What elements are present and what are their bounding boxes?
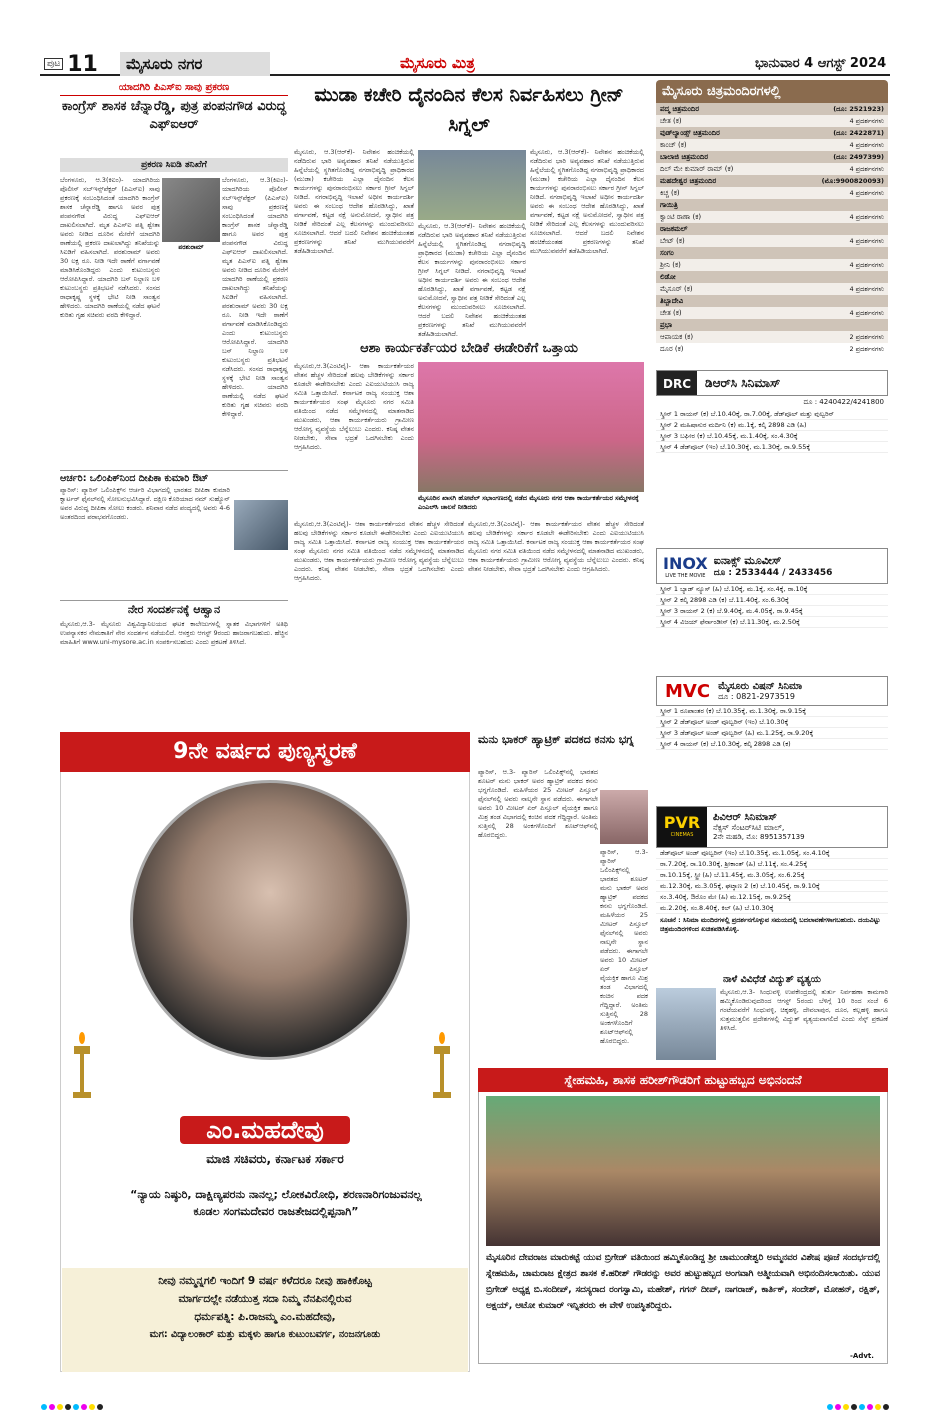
story5-photo: [418, 362, 644, 492]
cinema-row: [656, 115, 888, 127]
registration-dot: [875, 1404, 881, 1410]
cinema-row-name: ಆಪಾಯಕ (ಕ): [660, 332, 694, 341]
pvr-phone: 2ನೇ ಮಹಡಿ, ಮೊ: 8951357139: [713, 833, 805, 841]
story5-body: ಮೈಸೂರು,ಆ.3(ಎಂಟಿವೈ)- ಆಶಾ ಕಾರ್ಯಕರ್ತೆಯರ ವೇತನ ಹೆಚ್ಚಳ ಸೇರಿದಂತೆ ಹಲವು ಬೇಡಿಕೆಗಳನ್ನು ಸರ್ಕಾರ ಕೂಡಲೇ ಈಡೇರಿಸಬೇಕು ಎಂದು ಎಐಯುಟಿಯುಸಿ ರಾಜ್ಯ ಸಮಿತಿ ಒತ್ತಾಯಿಸಿದೆ. ಕರ್ನಾಟಕ ರಾಜ್ಯ ಸಂಯುಕ್ತ ಆಶಾ ಕಾರ್ಯಕರ್ತೆಯರ ಸಂಘ ಮೈಸೂರು ನಗರ ಸಮಿತಿ ವತಿಯಿಂದ ನಡೆದ ಸಮ್ಮೇಳನದಲ್ಲಿ ಮಾತನಾಡಿದ ಮುಖಂಡರು, ಆಶಾ ಕಾರ್ಯಕರ್ತೆಯರು ಗ್ರಾಮೀಣ ಆರೋಗ್ಯ ವ್ಯವಸ್ಥೆಯ ಬೆನ್ನೆಲುಬು ಎಂದರು. ಕನಿಷ್ಠ ವೇತನ ನೀಡಬೇಕು, ಸೇವಾ ಭದ್ರತೆ ಒದಗಿಸಬೇಕು ಎಂದು ಆಗ್ರಹಿಸಿದರು.: [294, 362, 414, 451]
cinema-row-name: ಲಿಡೋ: [660, 272, 676, 281]
inox-line: ಸ್ಕ್ರೀನ್ 4 ವಿಜಯ್ ಫೆರ್ನಾಂಡೀಸ್ (ಕ) ಬೆ.11.30ಕ್ಕೆ, ಮ.2.50ಕ್ಕೆ: [656, 617, 888, 628]
cinema-row-name: ರಾಜಕಮಲ್: [660, 224, 688, 233]
cinema-row-name: ಸಂಗಂ: [660, 248, 674, 257]
registration-dot: [41, 1404, 47, 1410]
story4-body-col3: ಮೈಸೂರು, ಆ.3(ಆರ್‌ಕೆ)- ನಿವೇಶನ ಹಂಚಿಕೆಯಲ್ಲಿ ನಡೆದಿರುವ ಭಾರಿ ಅವ್ಯವಹಾರ ತನಿಖೆ ನಡೆಯುತ್ತಿರುವ ಹಿನ್ನೆಲೆಯಲ್ಲಿ ಸ್ಥಗಿತಗೊಂಡಿದ್ದ ನಗರಾಭಿವೃದ್ಧಿ ಪ್ರಾಧಿಕಾರದ (ಮುಡಾ) ಕಚೇರಿಯ ಎಲ್ಲಾ ದೈನಂದಿನ ಕೆಲಸ ಕಾರ್ಯಗಳನ್ನು ಪುನರಾರಂಭಿಸಲು ಸರ್ಕಾರ ಗ್ರೀನ್ ಸಿಗ್ನಲ್ ನೀಡಿದೆ. ನಗರಾಭಿವೃದ್ಧಿ ಇಲಾಖೆ ಅಧೀನ ಕಾರ್ಯದರ್ಶಿ ಅವರು ಈ ಸಂಬಂಧ ಆದೇಶ ಹೊರಡಿಸಿದ್ದು, ಖಾತೆ ವರ್ಗಾವಣೆ, ಕಟ್ಟಡ ನಕ್ಷೆ ಅನುಮೋದನೆ, ಸ್ವಾಧೀನ ಪತ್ರ ನೀಡಿಕೆ ಸೇರಿದಂತೆ ಎಲ್ಲ ಕೆಲಸಗಳನ್ನು ಮುಂದುವರಿಸಲು ಸೂಚಿಸಲಾಗಿದೆ. ಆದರೆ ಬದಲಿ ನಿವೇಶನ ಹಂಚಿಕೆಯಂತಹ ಪ್ರಕರಣಗಳನ್ನು ತನಿಖೆ ಮುಗಿಯುವವರೆಗೆ ತಡೆಹಿಡಿಯಲಾಗಿದೆ.: [530, 148, 644, 255]
cinema-row-name: ಕಾಂಚ್ (ಕ): [660, 140, 687, 149]
story2-body: ಪ್ಯಾರಿಸ್: ಪ್ಯಾರಿಸ್ ಒಲಿಂಪಿಕ್ಸ್‌ನ ಆರ್ಚರಿ ವಿಭಾಗದಲ್ಲಿ ಭಾರತದ ದೀಪಿಕಾ ಕುಮಾರಿ ಕ್ವಾರ್ಟರ್ ಫೈನಲ್‍ನಲ್ಲಿ ಸೋಲನುಭವಿಸಿದ್ದಾರೆ. ದಕ್ಷಿಣ ಕೊರಿಯಾದ ನಮ್ ಸುಹ್ಯೊನ್ ಅವರ ವಿರುದ್ಧ ದೀಪಿಕಾ ಸೋಲು ಕಂಡರು. ಶನಿವಾರ ನಡೆದ ಪಂದ್ಯದಲ್ಲಿ ಅವರು 4-6 ಅಂತರದಿಂದ ಪರಾಭವಗೊಂಡರು.: [60, 486, 230, 521]
mvc-name: ಮೈಸೂರು ವಿಷನ್ ಸಿನಿಮಾ: [718, 680, 803, 692]
pvr-block: [656, 806, 888, 936]
pvr-logo-sub: CINEMAS: [670, 832, 694, 838]
lamp-icon: [70, 1030, 94, 1100]
cinema-row: [656, 319, 888, 331]
story4-body: ಮೈಸೂರು, ಆ.3(ಆರ್‌ಕೆ)- ನಿವೇಶನ ಹಂಚಿಕೆಯಲ್ಲಿ ನಡೆದಿರುವ ಭಾರಿ ಅವ್ಯವಹಾರ ತನಿಖೆ ನಡೆಯುತ್ತಿರುವ ಹಿನ್ನೆಲೆಯಲ್ಲಿ ಸ್ಥಗಿತಗೊಂಡಿದ್ದ ನಗರಾಭಿವೃದ್ಧಿ ಪ್ರಾಧಿಕಾರದ (ಮುಡಾ) ಕಚೇರಿಯ ಎಲ್ಲಾ ದೈನಂದಿನ ಕೆಲಸ ಕಾರ್ಯಗಳನ್ನು ಪುನರಾರಂಭಿಸಲು ಸರ್ಕಾರ ಗ್ರೀನ್ ಸಿಗ್ನಲ್ ನೀಡಿದೆ. ನಗರಾಭಿವೃದ್ಧಿ ಇಲಾಖೆ ಅಧೀನ ಕಾರ್ಯದರ್ಶಿ ಅವರು ಈ ಸಂಬಂಧ ಆದೇಶ ಹೊರಡಿಸಿದ್ದು, ಖಾತೆ ವರ್ಗಾವಣೆ, ಕಟ್ಟಡ ನಕ್ಷೆ ಅನುಮೋದನೆ, ಸ್ವಾಧೀನ ಪತ್ರ ನೀಡಿಕೆ ಸೇರಿದಂತೆ ಎಲ್ಲ ಕೆಲಸಗಳನ್ನು ಮುಂದುವರಿಸಲು ಸೂಚಿಸಲಾಗಿದೆ. ಆದರೆ ಬದಲಿ ನಿವೇಶನ ಹಂಚಿಕೆಯಂತಹ ಪ್ರಕರಣಗಳನ್ನು ತನಿಖೆ ಮುಗಿಯುವವರೆಗೆ ತಡೆಹಿಡಿಯಲಾಗಿದೆ.: [294, 148, 414, 255]
registration-dot: [883, 1404, 889, 1410]
felicitation-advt: -Advt.: [850, 1352, 874, 1360]
inox-block: [656, 548, 888, 628]
registration-dot: [57, 1404, 63, 1410]
pvr-line: ರಾ.7.20ಕ್ಕೆ, ರಾ.10.30ಕ್ಕೆ, ಶ್ರೀಕಾಂತ್ (ಹಿ) ಬೆ.11ಕ್ಕೆ, ಸಂ.4.25ಕ್ಕೆ: [656, 859, 888, 870]
registration-dot: [867, 1404, 873, 1410]
cinema-row-name: ವುಡ್‍ಲ್ಯಾಂಡ್ಸ್ ಚಿತ್ರಮಂದಿರ: [660, 128, 720, 137]
story3-headline: ನೇರ ಸಂದರ್ಶನಕ್ಕೆ ಆಹ್ವಾನ: [60, 600, 288, 617]
cinema-row-value: 4 ಪ್ರದರ್ಶನಗಳು: [849, 284, 884, 293]
memorial-msg1: ನೀವು ನಮ್ಮನ್ನಗಲಿ ಇಂದಿಗೆ 9 ವರ್ಷ ಕಳೆದರೂ ನೀವು ಹಾಕಿಕೊಟ್ಟ: [158, 1275, 372, 1287]
cinema-row: [656, 199, 888, 211]
power-headline: ನಾಳೆ ವಿವಿಧೆಡೆ ವಿದ್ಯುತ್ ವ್ಯತ್ಯಯ: [723, 974, 821, 985]
cinema-row: [656, 331, 888, 343]
cinema-row-value: 4 ಪ್ರದರ್ಶನಗಳು: [849, 212, 884, 221]
drc-line: ಸ್ಕ್ರೀನ್ 2 ಮಹಿಷಾಸುರ ಮರ್ದಿನಿ (ಕ) ಮ.1ಕ್ಕೆ, ಕಲ್ಕಿ 2898 ಎಡಿ (ಹಿ): [656, 420, 888, 431]
cinema-row-name: ದೂರ (ಕ): [660, 344, 684, 353]
story1-caption: ಪರಶುರಾಮ್: [178, 244, 204, 251]
registration-dot: [49, 1404, 55, 1410]
registration-dot: [859, 1404, 865, 1410]
cinema-row-name: ಗಾಯಿತ್ರಿ: [660, 200, 678, 209]
power-photo: [656, 988, 716, 1060]
registration-dot: [65, 1404, 71, 1410]
memorial-title: 9ನೇ ವರ್ಷದ ಪುಣ್ಯಸ್ಮರಣೆ: [60, 732, 470, 772]
pvr-logo-text: PVR: [663, 813, 701, 832]
drc-block: [656, 370, 888, 453]
cinema-row-name: ಪದ್ಮ ಚಿತ್ರಮಂದಿರ: [660, 104, 700, 113]
cinema-row: [656, 187, 888, 199]
page-number: 11: [67, 51, 98, 77]
cinema-listing: [656, 80, 888, 355]
pvr-address: ನೆಕ್ಸಸ್ ಸೆಂಟರ್‌ಸಿಟಿ ಮಾಲ್,: [713, 823, 785, 832]
story6-headline: ಮನು ಭಾಕರ್ ಹ್ಯಾಟ್ರಿಕ್ ಪದಕದ ಕನಸು ಭಗ್ನ: [478, 733, 634, 746]
story1-body-col2: ಬೆಂಗಳೂರು, ಆ.3(ಕಿಐಂ)- ಯಾದಗಿರಿಯ ಪೊಲೀಸ್ ಸಬ್‍ಇನ್ಸ್‌ಪೆಕ್ಟರ್ (ಪಿಎಸ್‍ಐ) ಸಾವು ಪ್ರಕರಣಕ್ಕೆ ಸಂಬಂಧಿಸಿದಂತೆ ಯಾದಗಿರಿ ಕಾಂಗ್ರೆಸ್ ಶಾಸಕ ಚೆನ್ನಾರೆಡ್ಡಿ ಹಾಗೂ ಅವರ ಪುತ್ರ ಪಂಪನಗೌಡ ವಿರುದ್ಧ ಎಫ್‍ಐಆರ್ ದಾಖಲಿಸಲಾಗಿದೆ. ಮೃತ ಪಿಎಸ್‍ಐ ಪತ್ನಿ ಶ್ವೇತಾ ಅವರು ನೀಡಿದ ದೂರಿನ ಮೇರೆಗೆ ಯಾದಗಿರಿ ಠಾಣೆಯಲ್ಲಿ ಪ್ರಕರಣ ದಾಖಲಾಗಿದ್ದು ತನಿಖೆಯನ್ನು ಸಿಐಡಿಗೆ ವಹಿಸಲಾಗಿದೆ. ಪರಶುರಾಮ್ ಅವರು 30 ಲಕ್ಷ ರೂ. ನೀಡಿ ಇದೇ ಠಾಣೆಗೆ ವರ್ಗಾವಣೆ ಮಾಡಿಸಿಕೊಂಡಿದ್ದರು ಎಂದು ಕುಟುಂಬಸ್ಥರು ಆರೋಪಿಸಿದ್ದಾರೆ. ಯಾದಗಿರಿ ಬಸ್ ನಿಲ್ದಾಣ ಬಳಿ ಕುಟುಂಬಸ್ಥರು ಪ್ರತಿಭಟನೆ ನಡೆಸಿದರು. ಸಂಸದ ರಾಧಾಕೃಷ್ಣ ಸ್ಥಳಕ್ಕೆ ಭೇಟಿ ನೀಡಿ ಸಾಂತ್ವನ ಹೇಳಿದರು. ಯಾದಗಿರಿ ಠಾಣೆಯಲ್ಲಿ ನಡೆದ ಘಟನೆ ಕುರಿತು ಗೃಹ ಸಚಿವರು ವರದಿ ಕೇಳಿದ್ದಾರೆ.: [222, 176, 288, 418]
inox-logo-sub: LIVE THE MOVIE: [665, 572, 706, 579]
pvr-note: ಸೂಚನೆ : ಸಿನಿಮಾ ಮಂದಿರಗಳಲ್ಲಿ ಪ್ರದರ್ಶನಗೊಳ್ಳುವ ಸಮಯದಲ್ಲಿ ಬದಲಾವಣೆಗಳಾಗಬಹುದು. ದಯವಿಟ್ಟು ಚಿತ್ರಮಂದಿರಗಳಿಂದ ಖಚಿತಪಡಿಸಿಕೊಳ್ಳಿ.: [660, 916, 881, 933]
memorial-designation: ಮಾಜಿ ಸಚಿವರು, ಕರ್ನಾಟಕ ಸರ್ಕಾರ: [206, 1152, 344, 1166]
cinema-row-value: (ಮೊ:9900820093): [821, 176, 884, 185]
memorial-msg2: ಮಾರ್ಗದಲ್ಲೇ ನಡೆಯುತ್ತ ಸದಾ ನಿಮ್ಮ ನೆನಪಿನಲ್ಲಿರುವ: [178, 1293, 352, 1305]
story4-body-col2: ಮೈಸೂರು, ಆ.3(ಆರ್‌ಕೆ)- ನಿವೇಶನ ಹಂಚಿಕೆಯಲ್ಲಿ ನಡೆದಿರುವ ಭಾರಿ ಅವ್ಯವಹಾರ ತನಿಖೆ ನಡೆಯುತ್ತಿರುವ ಹಿನ್ನೆಲೆಯಲ್ಲಿ ಸ್ಥಗಿತಗೊಂಡಿದ್ದ ನಗರಾಭಿವೃದ್ಧಿ ಪ್ರಾಧಿಕಾರದ (ಮುಡಾ) ಕಚೇರಿಯ ಎಲ್ಲಾ ದೈನಂದಿನ ಕೆಲಸ ಕಾರ್ಯಗಳನ್ನು ಪುನರಾರಂಭಿಸಲು ಸರ್ಕಾರ ಗ್ರೀನ್ ಸಿಗ್ನಲ್ ನೀಡಿದೆ. ನಗರಾಭಿವೃದ್ಧಿ ಇಲಾಖೆ ಅಧೀನ ಕಾರ್ಯದರ್ಶಿ ಅವರು ಈ ಸಂಬಂಧ ಆದೇಶ ಹೊರಡಿಸಿದ್ದು, ಖಾತೆ ವರ್ಗಾವಣೆ, ಕಟ್ಟಡ ನಕ್ಷೆ ಅನುಮೋದನೆ, ಸ್ವಾಧೀನ ಪತ್ರ ನೀಡಿಕೆ ಸೇರಿದಂತೆ ಎಲ್ಲ ಕೆಲಸಗಳನ್ನು ಮುಂದುವರಿಸಲು ಸೂಚಿಸಲಾಗಿದೆ. ಆದರೆ ಬದಲಿ ನಿವೇಶನ ಹಂಚಿಕೆಯಂತಹ ಪ್ರಕರಣಗಳನ್ನು ತನಿಖೆ ಮುಗಿಯುವವರೆಗೆ ತಡೆಹಿಡಿಯಲಾಗಿದೆ.: [418, 222, 526, 338]
cinema-row-name: ಮೈಸೂರ್ (ಕ): [660, 284, 693, 293]
story1-body: ಬೆಂಗಳೂರು, ಆ.3(ಕಿಐಂ)- ಯಾದಗಿರಿಯ ಪೊಲೀಸ್ ಸಬ್‍ಇನ್ಸ್‌ಪೆಕ್ಟರ್ (ಪಿಎಸ್‍ಐ) ಸಾವು ಪ್ರಕರಣಕ್ಕೆ ಸಂಬಂಧಿಸಿದಂತೆ ಯಾದಗಿರಿ ಕಾಂಗ್ರೆಸ್ ಶಾಸಕ ಚೆನ್ನಾರೆಡ್ಡಿ ಹಾಗೂ ಅವರ ಪುತ್ರ ಪಂಪನಗೌಡ ವಿರುದ್ಧ ಎಫ್‍ಐಆರ್ ದಾಖಲಿಸಲಾಗಿದೆ. ಮೃತ ಪಿಎಸ್‍ಐ ಪತ್ನಿ ಶ್ವೇತಾ ಅವರು ನೀಡಿದ ದೂರಿನ ಮೇರೆಗೆ ಯಾದಗಿರಿ ಠಾಣೆಯಲ್ಲಿ ಪ್ರಕರಣ ದಾಖಲಾಗಿದ್ದು ತನಿಖೆಯನ್ನು ಸಿಐಡಿಗೆ ವಹಿಸಲಾಗಿದೆ. ಪರಶುರಾಮ್ ಅವರು 30 ಲಕ್ಷ ರೂ. ನೀಡಿ ಇದೇ ಠಾಣೆಗೆ ವರ್ಗಾವಣೆ ಮಾಡಿಸಿಕೊಂಡಿದ್ದರು ಎಂದು ಕುಟುಂಬಸ್ಥರು ಆರೋಪಿಸಿದ್ದಾರೆ. ಯಾದಗಿರಿ ಬಸ್ ನಿಲ್ದಾಣ ಬಳಿ ಕುಟುಂಬಸ್ಥರು ಪ್ರತಿಭಟನೆ ನಡೆಸಿದರು. ಸಂಸದ ರಾಧಾಕೃಷ್ಣ ಸ್ಥಳಕ್ಕೆ ಭೇಟಿ ನೀಡಿ ಸಾಂತ್ವನ ಹೇಳಿದರು. ಯಾದಗಿರಿ ಠಾಣೆಯಲ್ಲಿ ನಡೆದ ಘಟನೆ ಕುರಿತು ಗೃಹ ಸಚಿವರು ವರದಿ ಕೇಳಿದ್ದಾರೆ.: [60, 176, 160, 319]
story1-kicker: ಯಾದಗಿರಿ ಪಿಎಸ್‍ಐ ಸಾವು ಪ್ರಕರಣ: [60, 80, 288, 96]
power-body: ಮೈಸೂರು,ಆ.3- ಸಿಂಧುವಳ್ಳಿ ಉಪಕೇಂದ್ರದಲ್ಲಿ ತುರ್ತು ನಿರ್ವಹಣಾ ಕಾಮಗಾರಿ ಹಮ್ಮಿಕೊಂಡಿರುವುದರಿಂದ ಆಗಸ್ಟ್ 5ರಂದು ಬೆಳಿಗ್ಗೆ 10 ರಿಂದ ಸಂಜೆ 6 ಗಂಟೆಯವರೆಗೆ ಸಿಂಧುವಳ್ಳಿ, ಚಿಕ್ಕಹಳ್ಳಿ, ದೇವಲಾಪುರ, ದೂರ, ಕಲ್ಲಹಳ್ಳಿ ಹಾಗೂ ಸುತ್ತಮುತ್ತಲಿನ ಪ್ರದೇಶಗಳಲ್ಲಿ ವಿದ್ಯುತ್ ವ್ಯತ್ಯಯವಾಗಲಿದೆ ಎಂದು ಸೆಸ್ಕ್ ಪ್ರಕಟಣೆ ತಿಳಿಸಿದೆ.: [720, 988, 888, 1032]
story5-body-col3: ಮೈಸೂರು,ಆ.3(ಎಂಟಿವೈ)- ಆಶಾ ಕಾರ್ಯಕರ್ತೆಯರ ವೇತನ ಹೆಚ್ಚಳ ಸೇರಿದಂತೆ ಹಲವು ಬೇಡಿಕೆಗಳನ್ನು ಸರ್ಕಾರ ಕೂಡಲೇ ಈಡೇರಿಸಬೇಕು ಎಂದು ಎಐಯುಟಿಯುಸಿ ರಾಜ್ಯ ಸಮಿತಿ ಒತ್ತಾಯಿಸಿದೆ. ಕರ್ನಾಟಕ ರಾಜ್ಯ ಸಂಯುಕ್ತ ಆಶಾ ಕಾರ್ಯಕರ್ತೆಯರ ಸಂಘ ಮೈಸೂರು ನಗರ ಸಮಿತಿ ವತಿಯಿಂದ ನಡೆದ ಸಮ್ಮೇಳನದಲ್ಲಿ ಮಾತನಾಡಿದ ಮುಖಂಡರು, ಆಶಾ ಕಾರ್ಯಕರ್ತೆಯರು ಗ್ರಾಮೀಣ ಆರೋಗ್ಯ ವ್ಯವಸ್ಥೆಯ ಬೆನ್ನೆಲುಬು ಎಂದರು. ಕನಿಷ್ಠ ವೇತನ ನೀಡಬೇಕು, ಸೇವಾ ಭದ್ರತೆ ಒದಗಿಸಬೇಕು ಎಂದು ಆಗ್ರಹಿಸಿದರು.: [468, 520, 644, 573]
story4-headline: ಮುಡಾ ಕಚೇರಿ ದೈನಂದಿನ ಕೆಲಸ ನಿರ್ವಹಿಸಲು ಗ್ರೀನ್ ಸಿಗ್ನಲ್: [314, 84, 624, 136]
mvc-block: [656, 676, 888, 750]
cinema-row-name: ಬಾಲಾಜಿ ಚಿತ್ರಮಂದಿರ: [660, 152, 709, 161]
cinema-row: [656, 175, 888, 187]
pvr-line: ಸಂ.3.40ಕ್ಕೆ, ಔರೊಂ ಮೇ (ಹಿ) ಮ.12.15ಕ್ಕೆ, ರಾ.9.25ಕ್ಕೆ: [656, 892, 888, 903]
registration-dot: [89, 1404, 95, 1410]
registration-dot: [97, 1404, 103, 1410]
story2-headline: ಆರ್ಚರಿ: ಒಲಿಂಪಿಕ್‍ನಿಂದ ದೀಪಿಕಾ ಕುಮಾರಿ ಔಟ್: [60, 470, 288, 484]
drc-logo: DRC: [657, 371, 697, 395]
cinema-row-value: (ದೂ: 2497399): [833, 152, 884, 161]
pvr-name: ಪಿವಿಆರ್ ಸಿನಿಮಾಸ್: [713, 812, 777, 823]
story5-caption: ಮೈಸೂರಿನ ಖಾಸಗಿ ಹೋಟೆಲ್ ಸಭಾಂಗಣದಲ್ಲಿ ನಡೆದ ಮೈಸೂರು ನಗರ ಆಶಾ ಕಾರ್ಯಕರ್ತೆಯರ ಸಮ್ಮೇಳನಕ್ಕೆ ಎಂಎಲ್‍ಸಿ ಚಾಲನೆ ನೀಡಿದರು: [418, 494, 639, 511]
cinema-row-name: ತಿಬ್ಬಾದೇವಿ: [660, 296, 684, 305]
cinema-row-value: 4 ಪ್ರದರ್ಶನಗಳು: [849, 308, 884, 317]
drc-line: ಸ್ಕ್ರೀನ್ 3 ಬಘೀರ (ಕ) ಬೆ.10.45ಕ್ಕೆ, ಮ.1.40ಕ್ಕೆ, ಸಂ.4.30ಕ್ಕೆ: [656, 431, 888, 442]
cinema-title: ಮೈಸೂರು ಚಿತ್ರಮಂದಿರಗಳಲ್ಲಿ: [656, 80, 888, 103]
cinema-row-value: (ದೂ: 2422871): [833, 128, 884, 137]
felicitation-photo: [486, 1096, 880, 1246]
cinema-row: [656, 235, 888, 247]
cinema-row-name: ಮಹದೇಶ್ವರ ಚಿತ್ರಮಂದಿರ: [660, 176, 717, 185]
section-title: ಮೈಸೂರು ನಗರ: [120, 52, 270, 76]
story3-body: ಮೈಸೂರು,ಆ.3- ಮೈಸೂರು ವಿಶ್ವವಿದ್ಯಾನಿಲಯದ ಘಟಕ ಕಾಲೇಜುಗಳಲ್ಲಿ ಸ್ನಾತಕ ವಿಭಾಗಗಳಿಗೆ ಅತಿಥಿ ಉಪನ್ಯಾಸಕರ ನೇಮಕಾತಿಗೆ ನೇರ ಸಂದರ್ಶನ ನಡೆಯಲಿದೆ. ಆಸಕ್ತರು ಆಗಸ್ಟ್ 9ರಂದು ಹಾಜರಾಗಬಹುದು. ಹೆಚ್ಚಿನ ಮಾಹಿತಿಗೆ www.uni-mysore.ac.in ಸಂಪರ್ಕಿಸಬಹುದು ಎಂದು ಪ್ರಕಟಣೆ ತಿಳಿಸಿದೆ.: [60, 620, 288, 646]
mvc-line: ಸ್ಕ್ರೀನ್ 1 ರೂಪಾಂತರ (ಕ) ಬೆ.10.35ಕ್ಕೆ, ಮ.1.30ಕ್ಕೆ, ರಾ.9.15ಕ್ಕೆ: [656, 706, 888, 717]
cinema-row-value: 4 ಪ್ರದರ್ಶನಗಳು: [849, 140, 884, 149]
pvr-line: ಮ.12.30ಕ್ಕೆ, ಮ.3.05ಕ್ಕೆ, ಘಟ್ಕಾಣ 2 (ಕ) ಬೆ.10.45ಕ್ಕೆ, ರಾ.9.10ಕ್ಕೆ: [656, 881, 888, 892]
inox-name: ಐನಾಕ್ಸ್ ಮೂವೀಸ್: [713, 554, 782, 567]
registration-dot: [827, 1404, 833, 1410]
pvr-header: [656, 806, 888, 848]
registration-dot: [851, 1404, 857, 1410]
mvc-line: ಸ್ಕ್ರೀನ್ 4 ರಾಯನ್ (ಕ) ಬೆ.10.30ಕ್ಕೆ, ಕಲ್ಕಿ 2898 ಎಡಿ (ಕ): [656, 739, 888, 750]
story6-photo: [600, 790, 648, 844]
drc-line: ಸ್ಕ್ರೀನ್ 1 ರಾಯನ್ (ಕ) ಬೆ.10.40ಕ್ಕೆ, ರಾ.7.00ಕ್ಕೆ, ಡೆಡ್‍ಪೂಲ್ ಮತ್ತು ವುಲ್ವರಿನ್: [656, 409, 888, 420]
mvc-line: ಸ್ಕ್ರೀನ್ 2 ಡೆಡ್‍ಪೂಲ್ ಅಂಡ್ ವೂಲ್ವರಿನ್ (ಇಂ) ಬೆ.10.30ಕ್ಕೆ: [656, 717, 888, 728]
cinema-row: [656, 223, 888, 235]
page-label: ಪುಟ: [44, 58, 63, 70]
inox-header: [656, 548, 888, 584]
cinema-row: [656, 247, 888, 259]
cinema-row-value: 4 ಪ್ರದರ್ಶನಗಳು: [849, 236, 884, 245]
story4-photo: [418, 150, 526, 220]
cinema-row-value: (ದೂ: 2521923): [833, 104, 884, 113]
registration-dot: [835, 1404, 841, 1410]
cinema-row-value: 4 ಪ್ರದರ್ಶನಗಳು: [849, 164, 884, 173]
inox-logo: [657, 554, 714, 579]
inox-logo-text: INOX: [663, 553, 708, 573]
cinema-row: [656, 307, 888, 319]
memorial-name: ಎಂ.ಮಹದೇವು: [180, 1116, 350, 1144]
mvc-header: [656, 676, 888, 706]
memorial-msg4: ಮಗ: ವಿದ್ಯಾಲಂಕಾರ್ ಮತ್ತು ಮಕ್ಕಳು ಹಾಗೂ ಕುಟುಂಬವರ್ಗ, ನಂಜನಗೂಡು: [149, 1329, 381, 1340]
story1-photo: [162, 178, 220, 242]
cinema-row-value: 4 ಪ್ರದರ್ಶನಗಳು: [849, 116, 884, 125]
drc-line: ಸ್ಕ್ರೀನ್ 4 ಡೆಡ್‍ಪೂಲ್ (ಇಂ) ಬೆ.10.30ಕ್ಕೆ, ಮ.1.30ಕ್ಕೆ, ರಾ.9.55ಕ್ಕೆ: [656, 442, 888, 453]
drc-phone: ದೂ : 4240422/4241800: [803, 398, 884, 406]
story5-body-col2: ಮೈಸೂರು,ಆ.3(ಎಂಟಿವೈ)- ಆಶಾ ಕಾರ್ಯಕರ್ತೆಯರ ವೇತನ ಹೆಚ್ಚಳ ಸೇರಿದಂತೆ ಹಲವು ಬೇಡಿಕೆಗಳನ್ನು ಸರ್ಕಾರ ಕೂಡಲೇ ಈಡೇರಿಸಬೇಕು ಎಂದು ಎಐಯುಟಿಯುಸಿ ರಾಜ್ಯ ಸಮಿತಿ ಒತ್ತಾಯಿಸಿದೆ. ಕರ್ನಾಟಕ ರಾಜ್ಯ ಸಂಯುಕ್ತ ಆಶಾ ಕಾರ್ಯಕರ್ತೆಯರ ಸಂಘ ಮೈಸೂರು ನಗರ ಸಮಿತಿ ವತಿಯಿಂದ ನಡೆದ ಸಮ್ಮೇಳನದಲ್ಲಿ ಮಾತನಾಡಿದ ಮುಖಂಡರು, ಆಶಾ ಕಾರ್ಯಕರ್ತೆಯರು ಗ್ರಾಮೀಣ ಆರೋಗ್ಯ ವ್ಯವಸ್ಥೆಯ ಬೆನ್ನೆಲುಬು ಎಂದರು. ಕನಿಷ್ಠ ವೇತನ ನೀಡಬೇಕು, ಸೇವಾ ಭದ್ರತೆ ಒದಗಿಸಬೇಕು ಎಂದು ಆಗ್ರಹಿಸಿದರು.: [294, 520, 464, 582]
felicitation-body: ಮೈಸೂರಿನ ದೇವರಾಜ ಮಾರುಕಟ್ಟೆ ಯುವ ಬ್ರಿಗೇಡ್ ವತಿಯಿಂದ ಹಮ್ಮಿಕೊಂಡಿದ್ದ ಶ್ರೀ ಚಾಮುಂಡೇಶ್ವರಿ ಅಮ್ಮನವರ ವಿಶೇಷ ಪೂಜೆ ಸಂದರ್ಭದಲ್ಲಿ ಸ್ನೇಹಮಹಿ, ಚಾಮರಾಜ ಕ್ಷೇತ್ರದ ಶಾಸಕ ಕೆ.ಹರೀಶ್ ಗೌಡರನ್ನು ಅವರ ಹುಟ್ಟುಹಬ್ಬದ ಅಂಗವಾಗಿ ಆತ್ಮೀಯವಾಗಿ ಅಭಿನಂದಿಸಲಾಯಿತು. ಯುವ ಬ್ರಿಗೇಡ್ ಅಧ್ಯಕ್ಷ ಬಿ.ಸಂದೀಪ್, ಸದಸ್ಯರಾದ ರಂಗಸ್ವಾಮಿ, ಮಹೇಶ್, ಗಗನ್ ದೀಪ್, ನಾಗರಾಜ್, ಕಾರ್ತಿಕ್, ಸಂದೇಶ್, ಮೋಹನ್, ರಕ್ಷಿತ್, ಅಕ್ಷಯ್, ಆಟೋ ಕುಮಾರ್ ಇನ್ನಿತರರು ಈ ವೇಳೆ ಉಪಸ್ಥಿತರಿದ್ದರು.: [486, 1253, 880, 1311]
pvr-logo: [657, 807, 707, 847]
memorial-msg3: ಧರ್ಮಪತ್ನಿ: ಪಿ.ರಾಜಮ್ಮ ಎಂ.ಮಹದೇವು,: [194, 1311, 336, 1323]
cinema-row: [656, 163, 888, 175]
pvr-line: ಡೆಡ್‍ಪೂಲ್ ಅಂಡ್ ವೂಲ್ವರಿನ್ (ಇಂ) ಬೆ.10.35ಕ್ಕೆ, ಮ.1.05ಕ್ಕೆ, ಸಂ.4.10ಕ್ಕೆ: [656, 848, 888, 859]
cinema-row: [656, 103, 888, 115]
felicitation-title: ಸ್ನೇಹಮಹಿ, ಶಾಸಕ ಹರೀಶ್‌ಗೌಡರಿಗೆ ಹುಟ್ಟುಹಬ್ಬದ ಅಭಿನಂದನೆ: [478, 1068, 888, 1092]
mvc-line: ಸ್ಕ್ರೀನ್ 3 ಡೆಡ್‍ಪೂಲ್ ಅಂಡ್ ವೂಲ್ವರಿನ್ (ಹಿ) ಮ.1.25ಕ್ಕೆ, ರಾ.9.20ಕ್ಕೆ: [656, 728, 888, 739]
inox-line: ಸ್ಕ್ರೀನ್ 3 ರಾಯನ್ 2 (ಕ) ಬೆ.9.40ಕ್ಕೆ, ಮ.4.05ಕ್ಕೆ, ರಾ.9.45ಕ್ಕೆ: [656, 606, 888, 617]
memorial-quote: “ನ್ಯಾಯ ನಿಷ್ಠುರಿ, ದಾಕ್ಷಿಣ್ಯಪರನು ನಾನಲ್ಲ; ಲೋಕವಿರೋಧಿ, ಶರಣನಾರಿಗಂಜುವನಲ್ಲ ಕೂಡಲ ಸಂಗಮದೇವರ ರಾಜತೇಜದಲ್ಲಿಪ್ಪನಾಗಿ”: [130, 1188, 422, 1218]
cinema-row-name: ಕಿಚ್ಚ (ಕ): [660, 188, 680, 197]
registration-dot: [81, 1404, 87, 1410]
lamp-icon: [430, 1030, 454, 1100]
inox-phone: ದೂ : 2533444 / 2433456: [713, 568, 833, 578]
story1-headline: ಕಾಂಗ್ರೆಸ್ ಶಾಸಕ ಚೆನ್ನಾರೆಡ್ಡಿ, ಪುತ್ರ ಪಂಪನಗೌಡ ವಿರುದ್ಧ ಎಫ್‍ಐಆರ್: [61, 99, 287, 132]
inox-line: ಸ್ಕ್ರೀನ್ 2 ಕಲ್ಕಿ 2898 ಎಡಿ (ಕ) ಬೆ.11.40ಕ್ಕೆ, ಸಂ.6.30ಕ್ಕೆ: [656, 595, 888, 606]
pvr-line: ರಾ.10.15ಕ್ಕೆ, ಸ್ಟ್ರೀ (ಹಿ) ಬೆ.11.45ಕ್ಕೆ, ಮ.3.05ಕ್ಕೆ, ಸಂ.6.25ಕ್ಕೆ: [656, 870, 888, 881]
registration-dot: [843, 1404, 849, 1410]
registration-marks: [40, 1400, 890, 1414]
story1-subhead: ಪ್ರಕರಣ ಸಿಐಡಿ ತನಿಖೆಗೆ: [60, 158, 288, 172]
cinema-row-value: 4 ಪ್ರದರ್ಶನಗಳು: [849, 260, 884, 269]
cinema-row-value: 2 ಪ್ರದರ್ಶನಗಳು: [849, 332, 884, 341]
masthead: ಮೈಸೂರು ಮಿತ್ರ: [400, 54, 475, 72]
cinema-row: [656, 211, 888, 223]
issue-date: ಭಾನುವಾರ 4 ಆಗಸ್ಟ್ 2024: [755, 56, 887, 71]
cinema-row: [656, 271, 888, 283]
memorial-message: [62, 1268, 468, 1372]
inox-line: ಸ್ಕ್ರೀನ್ 1 ಬ್ಯಾಡ್ ನ್ಯೂಸ್ (ಹಿ) ಬೆ.10ಕ್ಕೆ, ಮ.1ಕ್ಕೆ, ಸಂ.4ಕ್ಕೆ, ರಾ.10ಕ್ಕೆ: [656, 584, 888, 595]
cinema-row: [656, 259, 888, 271]
cinema-row: [656, 283, 888, 295]
drc-name: ಡಿಆರ್‌ಸಿ ಸಿನಿಮಾಸ್: [705, 375, 781, 390]
cinema-rows: [656, 103, 888, 355]
page-number-box: [44, 52, 114, 76]
cinema-row: [656, 139, 888, 151]
cinema-row-name: ಚೇತ (ಕ): [660, 308, 682, 317]
cinema-row-value: 2 ಪ್ರದರ್ಶನಗಳು: [849, 344, 884, 353]
mvc-phone: ದೂ : 0821-2973519: [718, 691, 795, 701]
cinema-row: [656, 151, 888, 163]
pvr-line: ಮ.2.20ಕ್ಕೆ, ಸಂ.8.40ಕ್ಕೆ, ಕಿಲ್ (ಹಿ) ಬೆ.10.30ಕ್ಕೆ: [656, 903, 888, 914]
registration-dot: [73, 1404, 79, 1410]
cinema-row-name: ಚೇತ (ಕ): [660, 116, 682, 125]
cinema-row-name: ಪ್ರಭಾ: [660, 320, 673, 329]
cinema-row-name: ಬೇಟ್ (ಕ): [660, 236, 685, 245]
cinema-row-name: ಕ್ವಾಂಟಿ ರಾಣಾ (ಕ): [660, 212, 702, 221]
story6-body: ಪ್ಯಾರಿಸ್, ಆ.3- ಪ್ಯಾರಿಸ್ ಒಲಿಂಪಿಕ್ಸ್‌ನಲ್ಲಿ ಭಾರತದ ಶೂಟರ್ ಮನು ಭಾಕರ್ ಅವರ ಹ್ಯಾಟ್ರಿಕ್ ಪದಕದ ಕನಸು ಭಗ್ನಗೊಂಡಿದೆ. ಮಹಿಳೆಯರ 25 ಮೀಟರ್ ಪಿಸ್ತೂಲ್ ಫೈನಲ್‍ನಲ್ಲಿ ಅವರು ನಾಲ್ಕನೇ ಸ್ಥಾನ ಪಡೆದರು. ಈಗಾಗಲೇ ಅವರು 10 ಮೀಟರ್ ಏರ್ ಪಿಸ್ತೂಲ್ ವೈಯಕ್ತಿಕ ಹಾಗೂ ಮಿಶ್ರ ತಂಡ ವಿಭಾಗದಲ್ಲಿ ಕಂಚಿನ ಪದಕ ಗೆದ್ದಿದ್ದಾರೆ. ಅಂತಿಮ ಸುತ್ತಿನಲ್ಲಿ 28 ಅಂಕಗಳೊಂದಿಗೆ ಶೂಟ್‍ಆಫ್‍ನಲ್ಲಿ ಹೊರಬಿದ್ದರು.: [478, 768, 598, 839]
memorial-portrait: [130, 780, 410, 1060]
cinema-row: [656, 343, 888, 355]
drc-header: [656, 370, 888, 396]
story6-body-col2: ಪ್ಯಾರಿಸ್, ಆ.3- ಪ್ಯಾರಿಸ್ ಒಲಿಂಪಿಕ್ಸ್‌ನಲ್ಲಿ ಭಾರತದ ಶೂಟರ್ ಮನು ಭಾಕರ್ ಅವರ ಹ್ಯಾಟ್ರಿಕ್ ಪದಕದ ಕನಸು ಭಗ್ನಗೊಂಡಿದೆ. ಮಹಿಳೆಯರ 25 ಮೀಟರ್ ಪಿಸ್ತೂಲ್ ಫೈನಲ್‍ನಲ್ಲಿ ಅವರು ನಾಲ್ಕನೇ ಸ್ಥಾನ ಪಡೆದರು. ಈಗಾಗಲೇ ಅವರು 10 ಮೀಟರ್ ಏರ್ ಪಿಸ್ತೂಲ್ ವೈಯಕ್ತಿಕ ಹಾಗೂ ಮಿಶ್ರ ತಂಡ ವಿಭಾಗದಲ್ಲಿ ಕಂಚಿನ ಪದಕ ಗೆದ್ದಿದ್ದಾರೆ. ಅಂತಿಮ ಸುತ್ತಿನಲ್ಲಿ 28 ಅಂಕಗಳೊಂದಿಗೆ ಶೂಟ್‍ಆಫ್‍ನಲ್ಲಿ ಹೊರಬಿದ್ದರು.: [600, 848, 648, 1045]
cinema-row-name: ದಿಲ್ ಮೇ ಕುಮಾರ್ ರಾಮ್ (ಕ): [660, 164, 734, 173]
story2-photo: [234, 500, 288, 550]
cinema-row-name: ಶ್ರೀನಿ (ಕ): [660, 260, 681, 269]
story5-headline: ಆಶಾ ಕಾರ್ಯಕರ್ತೆಯರ ಬೇಡಿಕೆ ಈಡೇರಿಕೆಗೆ ಒತ್ತಾಯ: [360, 341, 578, 356]
mvc-logo: MVC: [665, 680, 711, 702]
cinema-row: [656, 127, 888, 139]
cinema-row: [656, 295, 888, 307]
cinema-row-value: 4 ಪ್ರದರ್ಶನಗಳು: [849, 188, 884, 197]
